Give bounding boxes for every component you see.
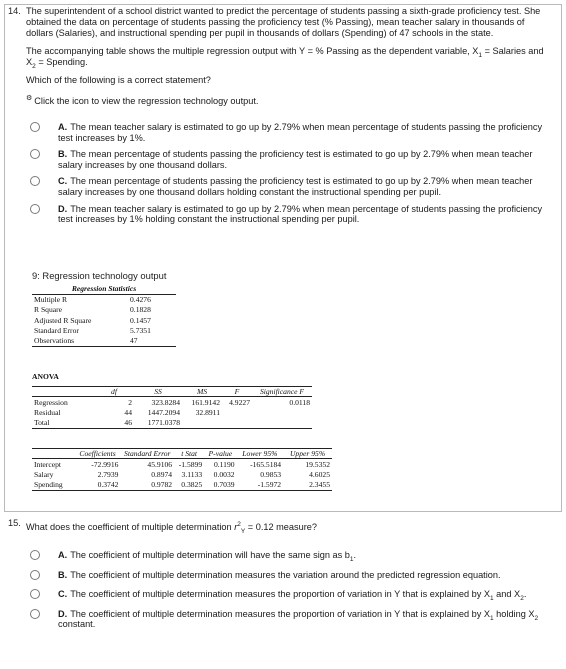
option-15-d[interactable]: D. The coefficient of multiple determination measures the proportion of variation in Y that is explained by $X_1$ holding $X_2$ constant. [30, 609, 550, 630]
coefficients-header: Standard Error [120, 449, 174, 459]
regression-output-title: 9: Regression technology output [32, 270, 167, 281]
question-14-intro: The superintendent of a school district wanted to predict the percentage of students passing a sixth-grade proficiency test. She obtained the data on percentage of students passing the proficiency test (% Passing), mean teacher salary in thousands of dollars (Salaries), and instructional spending per pupil in thousands of dollars (Spending) of 47 schools in the state. [26, 6, 541, 38]
coefficients-header: P-value [204, 449, 236, 459]
coefficients-header: t Stat [174, 449, 204, 459]
option-14-b[interactable]: B. The mean percentage of students passing the proficiency test is estimated to go up by 2.79% when mean teacher salary increases by one thousand dollars. [30, 149, 550, 170]
regression-statistics-table [32, 284, 176, 347]
stat-label: Adjusted R Square [34, 315, 92, 325]
stat-value: 0.1828 [130, 305, 151, 315]
option-14-a[interactable]: A. The mean teacher salary is estimated to go up by 2.79% when mean percentage of students passing the proficiency test increases by 1%. [30, 122, 550, 143]
anova-header: F [222, 387, 252, 397]
radio-button[interactable] [30, 609, 40, 619]
radio-button[interactable] [30, 589, 40, 599]
regression-statistics-header: Regression Statistics [32, 284, 176, 294]
table-row: Salary 2.7939 0.8974 3.1133 0.0032 0.9853 4.6025 [34, 469, 330, 479]
coefficients-table [32, 448, 332, 491]
stat-label: R Square [34, 305, 63, 315]
table-row: Intercept -72.9916 45.9106 -1.5899 0.1190 -165.5184 19.5352 [34, 459, 330, 469]
question-15-options [30, 550, 550, 636]
stat-label: Multiple R [34, 295, 68, 305]
stat-value: 47 [130, 336, 176, 346]
stat-label: Standard Error [34, 326, 79, 336]
anova-title: ANOVA [32, 372, 59, 381]
radio-button[interactable] [30, 122, 40, 132]
anova-header [32, 387, 94, 397]
question-14-question: Which of the following is a correct statement? [26, 75, 211, 85]
option-15-a[interactable]: A. The coefficient of multiple determination will have the same sign as $b_1$. [30, 550, 550, 561]
stat-value: 0.4276 [130, 295, 151, 305]
coefficients-header [32, 449, 75, 459]
coefficients-header: Lower 95% [237, 449, 284, 459]
stat-label: Observations [32, 336, 130, 346]
anova-header: Significance F [252, 387, 312, 397]
stat-value: 0.1457 [130, 315, 151, 325]
question-14-stem [26, 6, 552, 113]
coefficients-header: Coefficients [75, 449, 121, 459]
table-row: Total 46 1771.0378 [32, 418, 312, 428]
stat-value: 5.7351 [130, 326, 151, 336]
radio-button[interactable] [30, 570, 40, 580]
table-row: Residual 44 1447.2094 32.8911 [34, 407, 220, 417]
table-row: Spending 0.3742 0.9782 0.3825 0.7039 -1.5972 2.3455 [34, 480, 330, 490]
option-15-b[interactable]: B. The coefficient of multiple determination measures the variation around the predicted regression equation. [30, 570, 550, 581]
option-14-d[interactable]: D. The mean teacher salary is estimated to go up by 2.79% when mean percentage of students passing the proficiency test increases by 1% holding constant the instructional spending per pupil. [30, 204, 550, 225]
question-15-number: 15. [8, 518, 21, 528]
option-14-c[interactable]: C. The mean percentage of students passing the proficiency test is estimated to go up by 2.79% when mean teacher salary increases by one thousand dollars holding constant the instructional spending per pupil. [30, 176, 550, 197]
regression-output-link[interactable]: ⚙ Click the icon to view the regression technology output. [26, 95, 259, 107]
question-14-table-line: The accompanying table shows the multiple regression output with Y = % Passing as the dependent variable, $X_1$ = Salaries and $X_2$ = Spending. [26, 46, 544, 70]
anova-table [32, 386, 312, 429]
table-row: Regression 2 323.8284 161.9142 4.9227 0.0118 [34, 397, 310, 407]
radio-button[interactable] [30, 550, 40, 560]
anova-header: df [94, 387, 134, 397]
question-14-options [30, 122, 550, 231]
anova-header: MS [182, 387, 222, 397]
info-icon[interactable]: ⚙ [26, 95, 33, 102]
radio-button[interactable] [30, 176, 40, 186]
coefficients-header: Upper 95% [283, 449, 332, 459]
radio-button[interactable] [30, 149, 40, 159]
option-15-c[interactable]: C. The coefficient of multiple determination measures the proportion of variation in Y that is explained by $X_1$ and $X_2$. [30, 589, 550, 600]
question-14-number: 14. [8, 6, 21, 16]
anova-header: SS [134, 387, 182, 397]
radio-button[interactable] [30, 204, 40, 214]
question-15-stem: What does the coefficient of multiple determination $r^2_Y = 0.12$ measure? [26, 520, 317, 535]
